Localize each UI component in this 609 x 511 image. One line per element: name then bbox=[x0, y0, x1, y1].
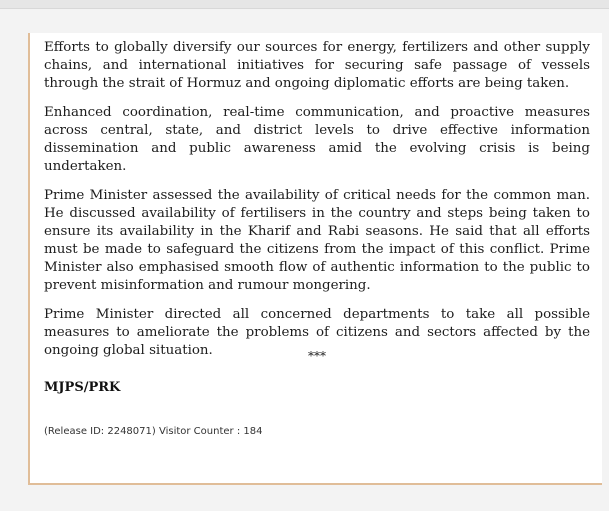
page-background bbox=[0, 9, 609, 511]
top-bar bbox=[0, 0, 609, 9]
paragraph-4: Prime Minister directed all concerned departments to take all possible measures to ameliorate the problems of citizens and sectors affected by the ongoing global situation. bbox=[44, 307, 590, 358]
separator-stars: *** bbox=[308, 349, 326, 363]
paragraph-2: Enhanced coordination, real-time communication, and proactive measures across central, state, and district levels to drive effective information dissemination and public awareness amid the evolving crisis is being undertaken. bbox=[44, 105, 590, 174]
paragraph-3: Prime Minister assessed the availability of critical needs for the common man. He discussed availability of fertilisers in the country and steps being taken to ensure its availability in the Kharif and Rabi seasons. He said that all efforts must be made to safeguard the citizens from the impact of this conflict. Prime Minister also emphasised smooth flow of authentic information to the public to prevent misinformation and rumour mongering. bbox=[44, 188, 590, 293]
paragraph-1: Efforts to globally diversify our sources for energy, fertilizers and other supply chains, and international initiatives for securing safe passage of vessels through the strait of Hormuz and ongoing diplomatic efforts are being taken. bbox=[44, 40, 590, 91]
release-info: (Release ID: 2248071) Visitor Counter : 184 bbox=[44, 426, 263, 437]
press-release-card bbox=[28, 33, 602, 485]
article-body bbox=[44, 39, 590, 371]
signature: MJPS/PRK bbox=[44, 380, 121, 395]
